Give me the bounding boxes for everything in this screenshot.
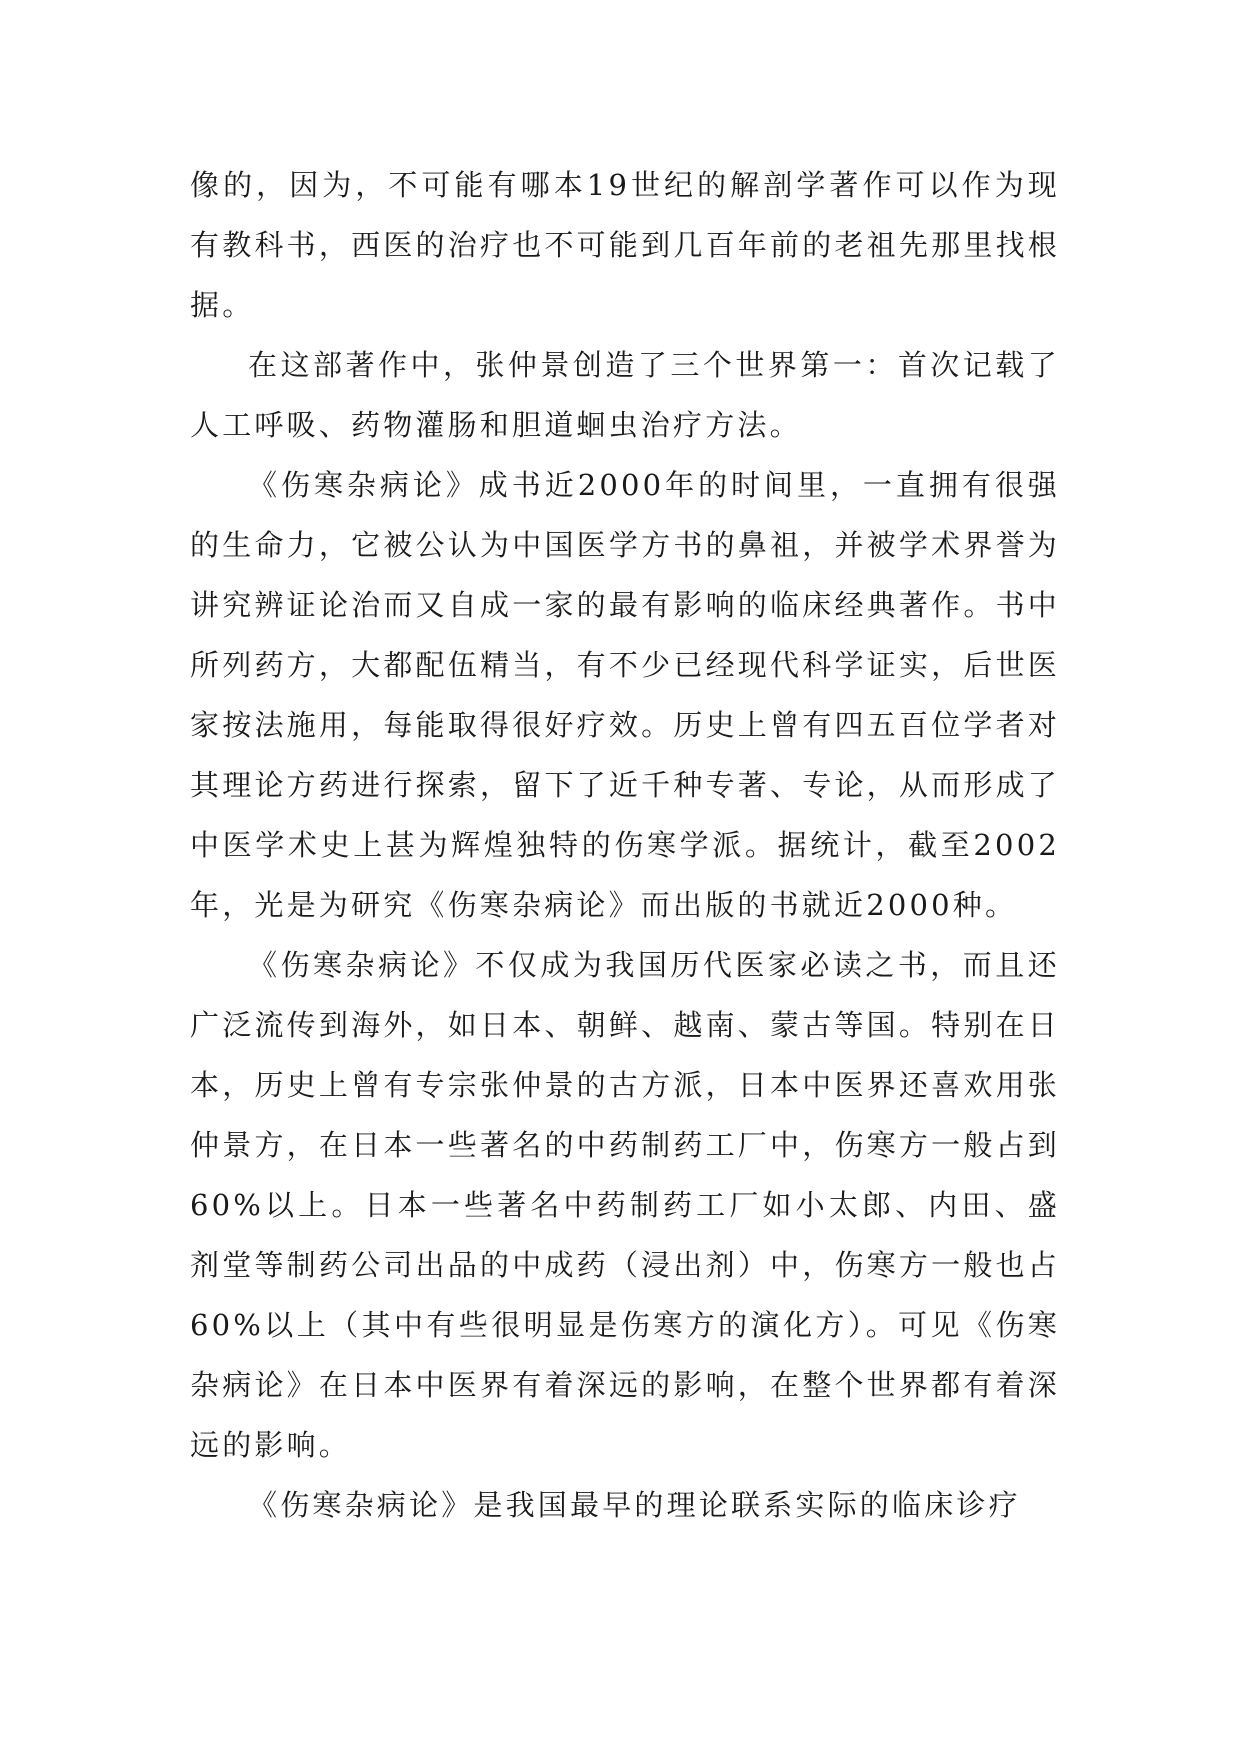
paragraph-2: 在这部著作中，张仲景创造了三个世界第一：首次记载了人工呼吸、药物灌肠和胆道蛔虫治疗方法。: [190, 348, 1060, 442]
document-body: [190, 155, 1060, 1535]
paragraph-3: 《伤寒杂病论》成书近2000年的时间里，一直拥有很强的生命力，它被公认为中国医学方书的鼻祖，并被学术界誉为讲究辨证论治而又自成一家的最有影响的临床经典著作。书中所列药方，大都配伍精当，有不少已经现代科学证实，后世医家按法施用，每能取得很好疗效。历史上曾有四五百位学者对其理论方药进行探索，留下了近千种专著、专论，从而形成了中医学术史上甚为辉煌独特的伤寒学派。据统计，截至2002年，光是为研究《伤寒杂病论》而出版的书就近2000种。: [190, 468, 1060, 922]
paragraph-4: 《伤寒杂病论》不仅成为我国历代医家必读之书，而且还广泛流传到海外，如日本、朝鲜、越南、蒙古等国。特别在日本，历史上曾有专宗张仲景的古方派，日本中医界还喜欢用张仲景方，在日本一些著名的中药制药工厂中，伤寒方一般占到60%以上。日本一些著名中药制药工厂如小太郎、内田、盛剂堂等制药公司出品的中成药（浸出剂）中，伤寒方一般也占60%以上（其中有些很明显是伤寒方的演化方）。可见《伤寒杂病论》在日本中医界有着深远的影响，在整个世界都有着深远的影响。: [190, 948, 1060, 1462]
paragraph-5: 《伤寒杂病论》是我国最早的理论联系实际的临床诊疗: [248, 1488, 1021, 1522]
paragraph-1: 像的，因为，不可能有哪本19世纪的解剖学著作可以作为现有教科书，西医的治疗也不可能到几百年前的老祖先那里找根据。: [190, 168, 1060, 322]
